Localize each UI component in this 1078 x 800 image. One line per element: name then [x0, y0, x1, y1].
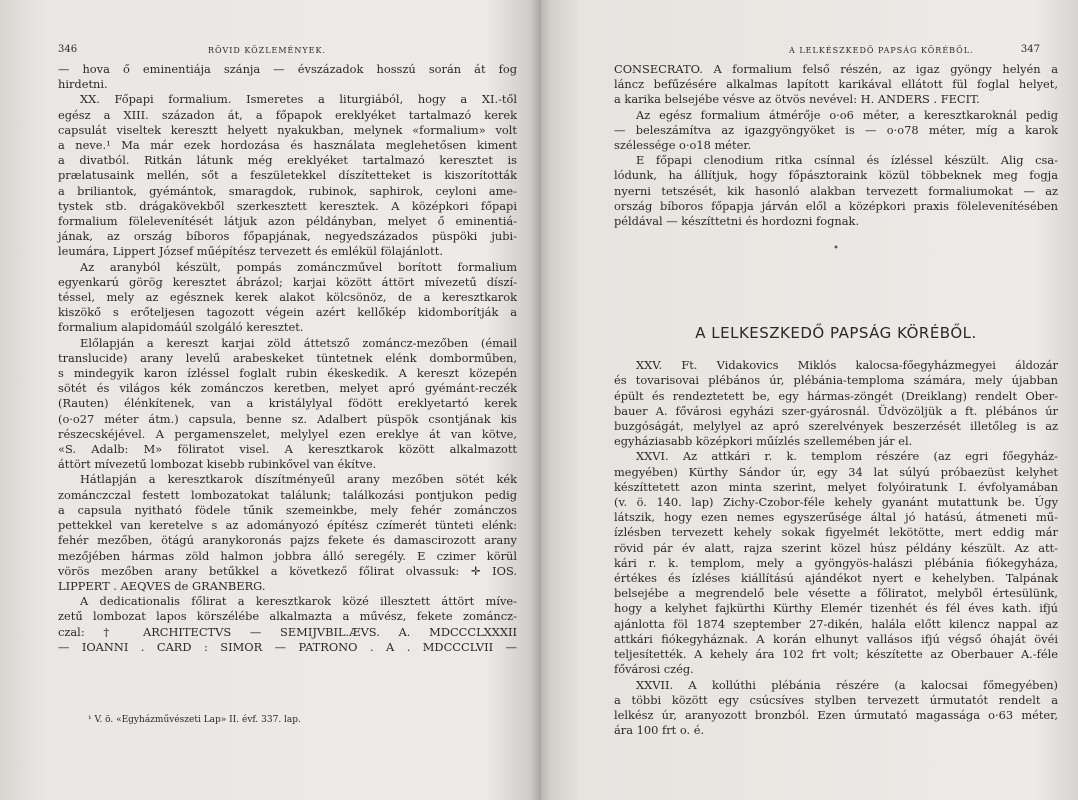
text-line: hogy a kelyhet fajkürthi Kürthy Elemér tizenhét és fél éves kath. ifjú — [614, 601, 1058, 616]
text-line: ajánlotta föl 1874 szeptember 27-dikén, halála előtt kilencz nappal az — [614, 616, 1058, 631]
text-line: téssel, mely az egésznek kerek alakot kölcsönöz, de a keresztkarok — [58, 290, 517, 305]
text-line: Az egész formalium átmérője o·o6 méter, a keresztkaroknál pedig — [636, 107, 1058, 122]
text-line: buzgóságát, melylyel az apró szerelvények beszerzését illetőleg is az — [614, 419, 1058, 434]
text-line: prælatusaink mellén, sőt a feszületekkel díszítetteket is kiszorították — [58, 168, 517, 183]
text-line: egész a XIII. századon át, a főpapok ereklyéket tartalmazó kerek — [58, 107, 517, 122]
text-line: jának, az ország bíboros főpapjának, negyedszázados püspöki jubi- — [58, 229, 517, 244]
text-line: fővárosi czég. — [614, 662, 694, 677]
text-line: pettekkel van keretelve s az adományozó építész czímerét tünteti elénk: — [58, 518, 517, 533]
right-page-number: 347 — [1020, 44, 1040, 55]
text-line: translucide) arany levelű arabeskeket tüntetnek elénk domborműben, — [58, 350, 517, 365]
text-line: XXVII. A kollúthi plébánia részére (a kalocsai főmegyében) — [636, 677, 1058, 692]
text-line: a többi között egy csúcsíves stylben tervezett úrmutatót rendelt a — [614, 692, 1058, 707]
left-body-text — [58, 62, 517, 655]
right-body-text-top — [614, 62, 1058, 229]
text-line: «S. Adalb: M» föliratot visel. A keresztkarok között alkalmazott — [58, 442, 517, 457]
text-line: sötét és világos kék zománczos keretben, melyet apró gyémánt-reczék — [58, 381, 517, 396]
text-line: E főpapi clenodium ritka csínnal és ízléssel készült. Alig csa- — [636, 153, 1058, 168]
text-line: LIPPERT . AEQVES de GRANBERG. — [58, 578, 266, 593]
text-line: s mindegyik karon ízléssel foglalt rubin ékeskedik. A kereszt közepén — [58, 366, 517, 381]
text-line: a divatból. Ritkán látunk még ereklyéket tartalmazó keresztet is — [58, 153, 517, 168]
text-line: értékes és ízléses kiállítású ajándékot nyert e kehelyben. Talpának — [614, 571, 1058, 586]
left-running-head — [58, 44, 517, 62]
text-line: a capsula nyitható födele tűnik szemeinkbe, mely fehér zománczos — [58, 502, 517, 517]
text-line: (o·o27 méter átm.) capsula, benne sz. Adalbert püspök csontjának kis — [58, 411, 517, 426]
text-line: (Rauten) élénkítenek, van a kristálylyal födött ereklyetartó kerek — [58, 396, 517, 411]
text-line: XX. Főpapi formalium. Ismeretes a liturgiából, hogy a XI.-től — [80, 92, 517, 107]
text-line: kiszökő s erőteljesen tagozott végein azért kellőkép kidomborítják a — [58, 305, 517, 320]
text-line: áttört mívezetű lombozat kisebb rubinkővel van ékítve. — [58, 457, 377, 472]
text-line: tystek stb. drágakövekből szerkesztett keresztek. A középkori főpapi — [58, 198, 517, 213]
text-line: XXV. Ft. Vidakovics Miklós kalocsa-főegyházmegyei áldozár — [636, 358, 1058, 373]
text-line: — IOANNI . CARD : SIMOR — PATRONO . A . MDCCCLVII — — [58, 639, 517, 654]
text-line: czal: † ARCHITECTVS — SEMIJVBIL.ÆVS. A. MDCCCLXXXII — [58, 624, 517, 639]
text-line: teljesítették. A kehely ára 102 frt volt; készítette az Oberbauer A.-féle — [614, 647, 1058, 662]
left-running-title: RÖVID KÖZLEMÉNYEK. — [208, 46, 327, 55]
text-line: szélessége o·o18 méter. — [614, 138, 752, 153]
text-line: — hova ő eminentiája szánja — évszázadok hosszú során át fog — [58, 62, 517, 76]
text-line: ízlésben tervezett kehely sokak figyelmét lekötötte, mert eddig már — [614, 525, 1058, 540]
text-line: a briliantok, gyémántok, smaragdok, rubinok, saphirok, ceyloni ame- — [58, 183, 517, 198]
text-line: zománczczal festett lombozatokat találunk; találkozási pontjukon pedig — [58, 487, 517, 502]
text-line: belsejébe a megrendelő bele vésette a főliratot, melyből értesülünk, — [614, 586, 1058, 601]
text-line: hirdetni. — [58, 77, 108, 92]
text-line: fehér mezőben, ötágú aranykoronás pajzs fekete és damascirozott arany — [58, 533, 517, 548]
text-line: láncz befűzésére alkalmas lapított karikával ellátott fül foglal helyet, — [614, 77, 1058, 92]
text-line: XXVI. Az attkári r. k. templom részére (az egri főegyház- — [636, 449, 1058, 464]
text-line: és tovarisovai plébános úr, plébánia-temploma számára, mely újabban — [614, 373, 1058, 388]
text-line: (v. ö. 140. lap) Zichy-Czobor-féle kehely gyanánt mutattunk be. Úgy — [614, 495, 1058, 510]
text-line: ára 100 frt o. é. — [614, 723, 705, 738]
text-line: bauer A. fővárosi egyházi szer-gyárosnál. Üdvözöljük a ft. plébános úr — [614, 403, 1058, 418]
text-line: készíttetett azon minta szerint, melyet folyóiratunk I. évfolyamában — [614, 479, 1058, 494]
text-line: formalium fölelevenítését látjuk azon példányban, melyet ő eminentiá- — [58, 214, 517, 229]
right-running-head — [614, 44, 1058, 62]
text-line: Az aranyból készült, pompás zománczművel borított formalium — [80, 259, 517, 274]
text-line: mezőjében hármas zöld halmon jobbra álló seregély. E czimer körül — [58, 548, 517, 563]
text-line: formalium alapidomáúl szolgáló keresztet. — [58, 320, 304, 335]
text-line: vörös mezőben arany betűkkel a következő főlirat olvassuk: ✛ IOS. — [58, 563, 517, 578]
text-line: a neve.¹ Ma már ezek hordozása és használata meglehetősen kiment — [58, 138, 517, 153]
text-line: rövid pár év alatt, rajza szerint közel húsz példány készült. Az att- — [614, 540, 1058, 555]
footnote: ¹ V. ö. «Egyházművészeti Lap» II. évf. 337. lap. — [88, 714, 301, 725]
text-line: ország bíboros főpapja járván elől a középkori praxis fölelevenítésében — [614, 198, 1058, 213]
text-line: egyháziasabb középkori műízlés szellemében jár el. — [614, 434, 913, 449]
text-line: lelkész úr, aranyozott bronzból. Ezen úrmutató magassága o·63 méter, — [614, 707, 1058, 722]
text-line: Hátlapján a keresztkarok díszítményeűl arany mezőben sötét kék — [80, 472, 517, 487]
left-page-number: 346 — [58, 44, 78, 55]
right-page — [539, 0, 1078, 800]
text-line: a karika belsejébe vésve az ötvös nevével: H. ANDERS . FECIT. — [614, 92, 980, 107]
text-line: megyében) Kürthy Sándor úr, egy 34 lat súlyú próbaezüst kelyhet — [614, 464, 1058, 479]
text-line: kári r. k. templom, mely a gyöngyös-halászi plébánia fiókegyháza, — [614, 555, 1058, 570]
right-body-text-bottom — [614, 358, 1058, 738]
text-line: lódunk, ha állítjuk, hogy főpásztoraink közül többeknek meg fogja — [614, 168, 1058, 183]
text-line: — beleszámítva az igazgyöngyöket is — o·o78 méter, míg a karok — [614, 122, 1058, 137]
text-line: látszik, hogy ezen nemes egyszerűsége által jó hatású, átmeneti mű- — [614, 510, 1058, 525]
text-line: részecskéjével. A pergamenszelet, melylyel ezen ereklye át van kötve, — [58, 426, 517, 441]
text-line: nyerni tetszését, kik hasonló alakban tervezett formaliumokat — az — [614, 183, 1058, 198]
section-title: A LELKESZKEDŐ PAPSÁG KÖRÉBŐL. — [695, 324, 977, 343]
text-line: A dedicationalis főlirat a keresztkarok közé illesztett áttört míve- — [80, 594, 517, 609]
text-line: épült és rendeztetett be, egy hármas-zöngét (Dreiklang) rendelt Ober- — [614, 388, 1058, 403]
text-line: példával — készíttetni és hordozni fognak. — [614, 214, 860, 229]
text-line: egyenkarú görög keresztet ábrázol; karjai között áttört mívezetű díszí- — [58, 274, 517, 289]
text-line: capsulát viseltek keresztt helyett nyakukban, melynek «formalium» volt — [58, 122, 517, 137]
text-line: zetű lombozat lapos körszélébe alkalmazta a művész, fekete zománcz- — [58, 609, 517, 624]
text-line: attkári fiókegyháznak. A korán elhunyt vallásos ifjú végső óhaját övéi — [614, 631, 1058, 646]
text-line: Előlapján a kereszt karjai zöld áttetsző zománcz-mezőben (émail — [80, 335, 517, 350]
text-line: leumára, Lippert József műépítész tervezett és emlékül fölajánlott. — [58, 244, 443, 259]
right-running-title: A LELKÉSZKEDŐ PAPSÁG KÖRÉBŐL. — [789, 46, 974, 55]
section-divider-dot: • — [833, 243, 839, 255]
text-line: CONSECRATO. A formalium felső részén, az igaz gyöngy helyén a — [614, 62, 1058, 76]
